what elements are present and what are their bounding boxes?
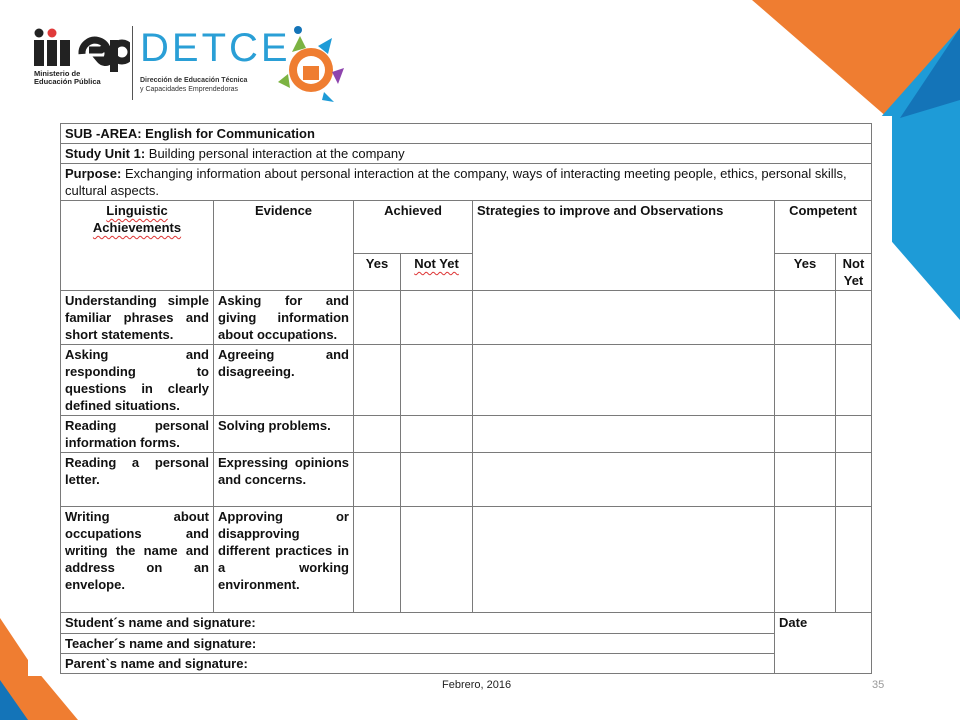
assessment-form-table (60, 123, 872, 674)
achieved-yes-cell[interactable] (354, 453, 401, 507)
column-header-row (61, 201, 872, 254)
study-unit-label: Study Unit 1: (65, 146, 146, 161)
achieved-not-yet-cell[interactable] (401, 345, 473, 416)
teacher-signature-row (61, 634, 872, 654)
competent-not-yet-cell[interactable] (836, 453, 872, 507)
achieved-not-yet-cell[interactable] (401, 453, 473, 507)
strategies-cell[interactable] (473, 453, 775, 507)
evidence-cell: Approving or disapproving different practices in a working environment. (214, 507, 354, 613)
achievement-cell: Asking and responding to questions in clearly defined situations. (61, 345, 214, 416)
student-signature-field[interactable]: Student´s name and signature: (61, 613, 775, 634)
student-signature-row (61, 613, 872, 634)
purpose-cell (61, 164, 872, 201)
competent-yet-text: Yet (843, 273, 864, 288)
sub-area-label: SUB -AREA: (65, 126, 142, 141)
competent-not-text: Not (842, 256, 865, 271)
evidence-cell: Asking for and giving information about occupations. (214, 291, 354, 345)
achievement-cell: Reading a personal letter. (61, 453, 214, 507)
competent-yes-cell[interactable] (775, 345, 836, 416)
footer-date: Febrero, 2016 (442, 679, 512, 691)
competent-yes-cell[interactable] (775, 416, 836, 453)
competent-yes-cell[interactable] (775, 291, 836, 345)
strategies-header: Strategies to improve and Observations (473, 201, 775, 291)
strategies-cell[interactable] (473, 345, 775, 416)
achieved-yes-header: Yes (354, 254, 401, 291)
strategies-cell[interactable] (473, 416, 775, 453)
achieved-yes-cell[interactable] (354, 291, 401, 345)
mep-subtitle-line2: Educación Pública (34, 77, 101, 86)
achieved-not-yet-cell[interactable] (401, 416, 473, 453)
sub-area-cell (61, 124, 872, 144)
table-row (61, 291, 872, 345)
table-row (61, 345, 872, 416)
competent-not-yet-cell[interactable] (836, 345, 872, 416)
mep-logo-icon (30, 24, 130, 72)
table-row (61, 453, 872, 507)
study-unit-row (61, 144, 872, 164)
competent-yes-header: Yes (775, 254, 836, 291)
competent-not-yet-cell[interactable] (836, 291, 872, 345)
table-row (61, 507, 872, 613)
study-unit-value: Building personal interaction at the company (145, 146, 405, 161)
competent-not-yet-header (836, 254, 872, 291)
table-row (61, 416, 872, 453)
achieved-yes-cell[interactable] (354, 507, 401, 613)
evidence-cell: Agreeing and disagreeing. (214, 345, 354, 416)
competent-header: Competent (775, 201, 872, 254)
linguistic-header-line2: Achievements (92, 220, 182, 235)
achieved-yes-cell[interactable] (354, 416, 401, 453)
achieved-not-yet-cell[interactable] (401, 291, 473, 345)
evidence-cell: Solving problems. (214, 416, 354, 453)
strategies-cell[interactable] (473, 291, 775, 345)
competent-not-yet-cell[interactable] (836, 507, 872, 613)
competent-not-yet-cell[interactable] (836, 416, 872, 453)
parent-signature-row (61, 654, 872, 674)
linguistic-header-line1: Linguistic (106, 203, 168, 218)
achievement-cell: Reading personal information forms. (61, 416, 214, 453)
detce-subtitle-line1: Dirección de Educación Técnica (140, 77, 248, 84)
detce-subtitle (140, 76, 247, 94)
achieved-header: Achieved (354, 201, 473, 254)
page-number: 35 (872, 679, 885, 691)
detce-subtitle-line2: y Capacidades Emprendedoras (140, 86, 239, 93)
achievement-cell: Understanding simple familiar phrases and short statements. (61, 291, 214, 345)
purpose-label: Purpose: (65, 166, 122, 181)
achieved-not-yet-header (401, 254, 473, 291)
achieved-not-yet-cell[interactable] (401, 507, 473, 613)
header-logos (28, 22, 348, 112)
logo-divider (132, 26, 133, 100)
achieved-not-yet-text: Not Yet (414, 256, 459, 271)
mep-subtitle (34, 70, 101, 86)
parent-signature-field[interactable]: Parent`s name and signature: (61, 654, 775, 674)
study-unit-cell (61, 144, 872, 164)
mep-subtitle-line1: Ministerio de (34, 69, 81, 78)
purpose-value: Exchanging information about personal interaction at the company, ways of interacting meeting people, ethics, personal skills, cultural aspects. (65, 166, 847, 198)
achievement-cell: Writing about occupations and writing the name and address on an envelope. (61, 507, 214, 613)
competent-yes-cell[interactable] (775, 507, 836, 613)
evidence-cell: Expressing opinions and concerns. (214, 453, 354, 507)
detce-wordmark: DETCE (140, 26, 291, 70)
linguistic-achievements-header (61, 201, 214, 291)
evidence-header: Evidence (214, 201, 354, 291)
purpose-row (61, 164, 872, 201)
date-field[interactable]: Date (775, 613, 872, 674)
competent-yes-cell[interactable] (775, 453, 836, 507)
detce-emblem-icon (278, 22, 344, 106)
sub-area-value: English for Communication (141, 126, 315, 141)
achieved-yes-cell[interactable] (354, 345, 401, 416)
strategies-cell[interactable] (473, 507, 775, 613)
sub-area-row (61, 124, 872, 144)
teacher-signature-field[interactable]: Teacher´s name and signature: (61, 634, 775, 654)
